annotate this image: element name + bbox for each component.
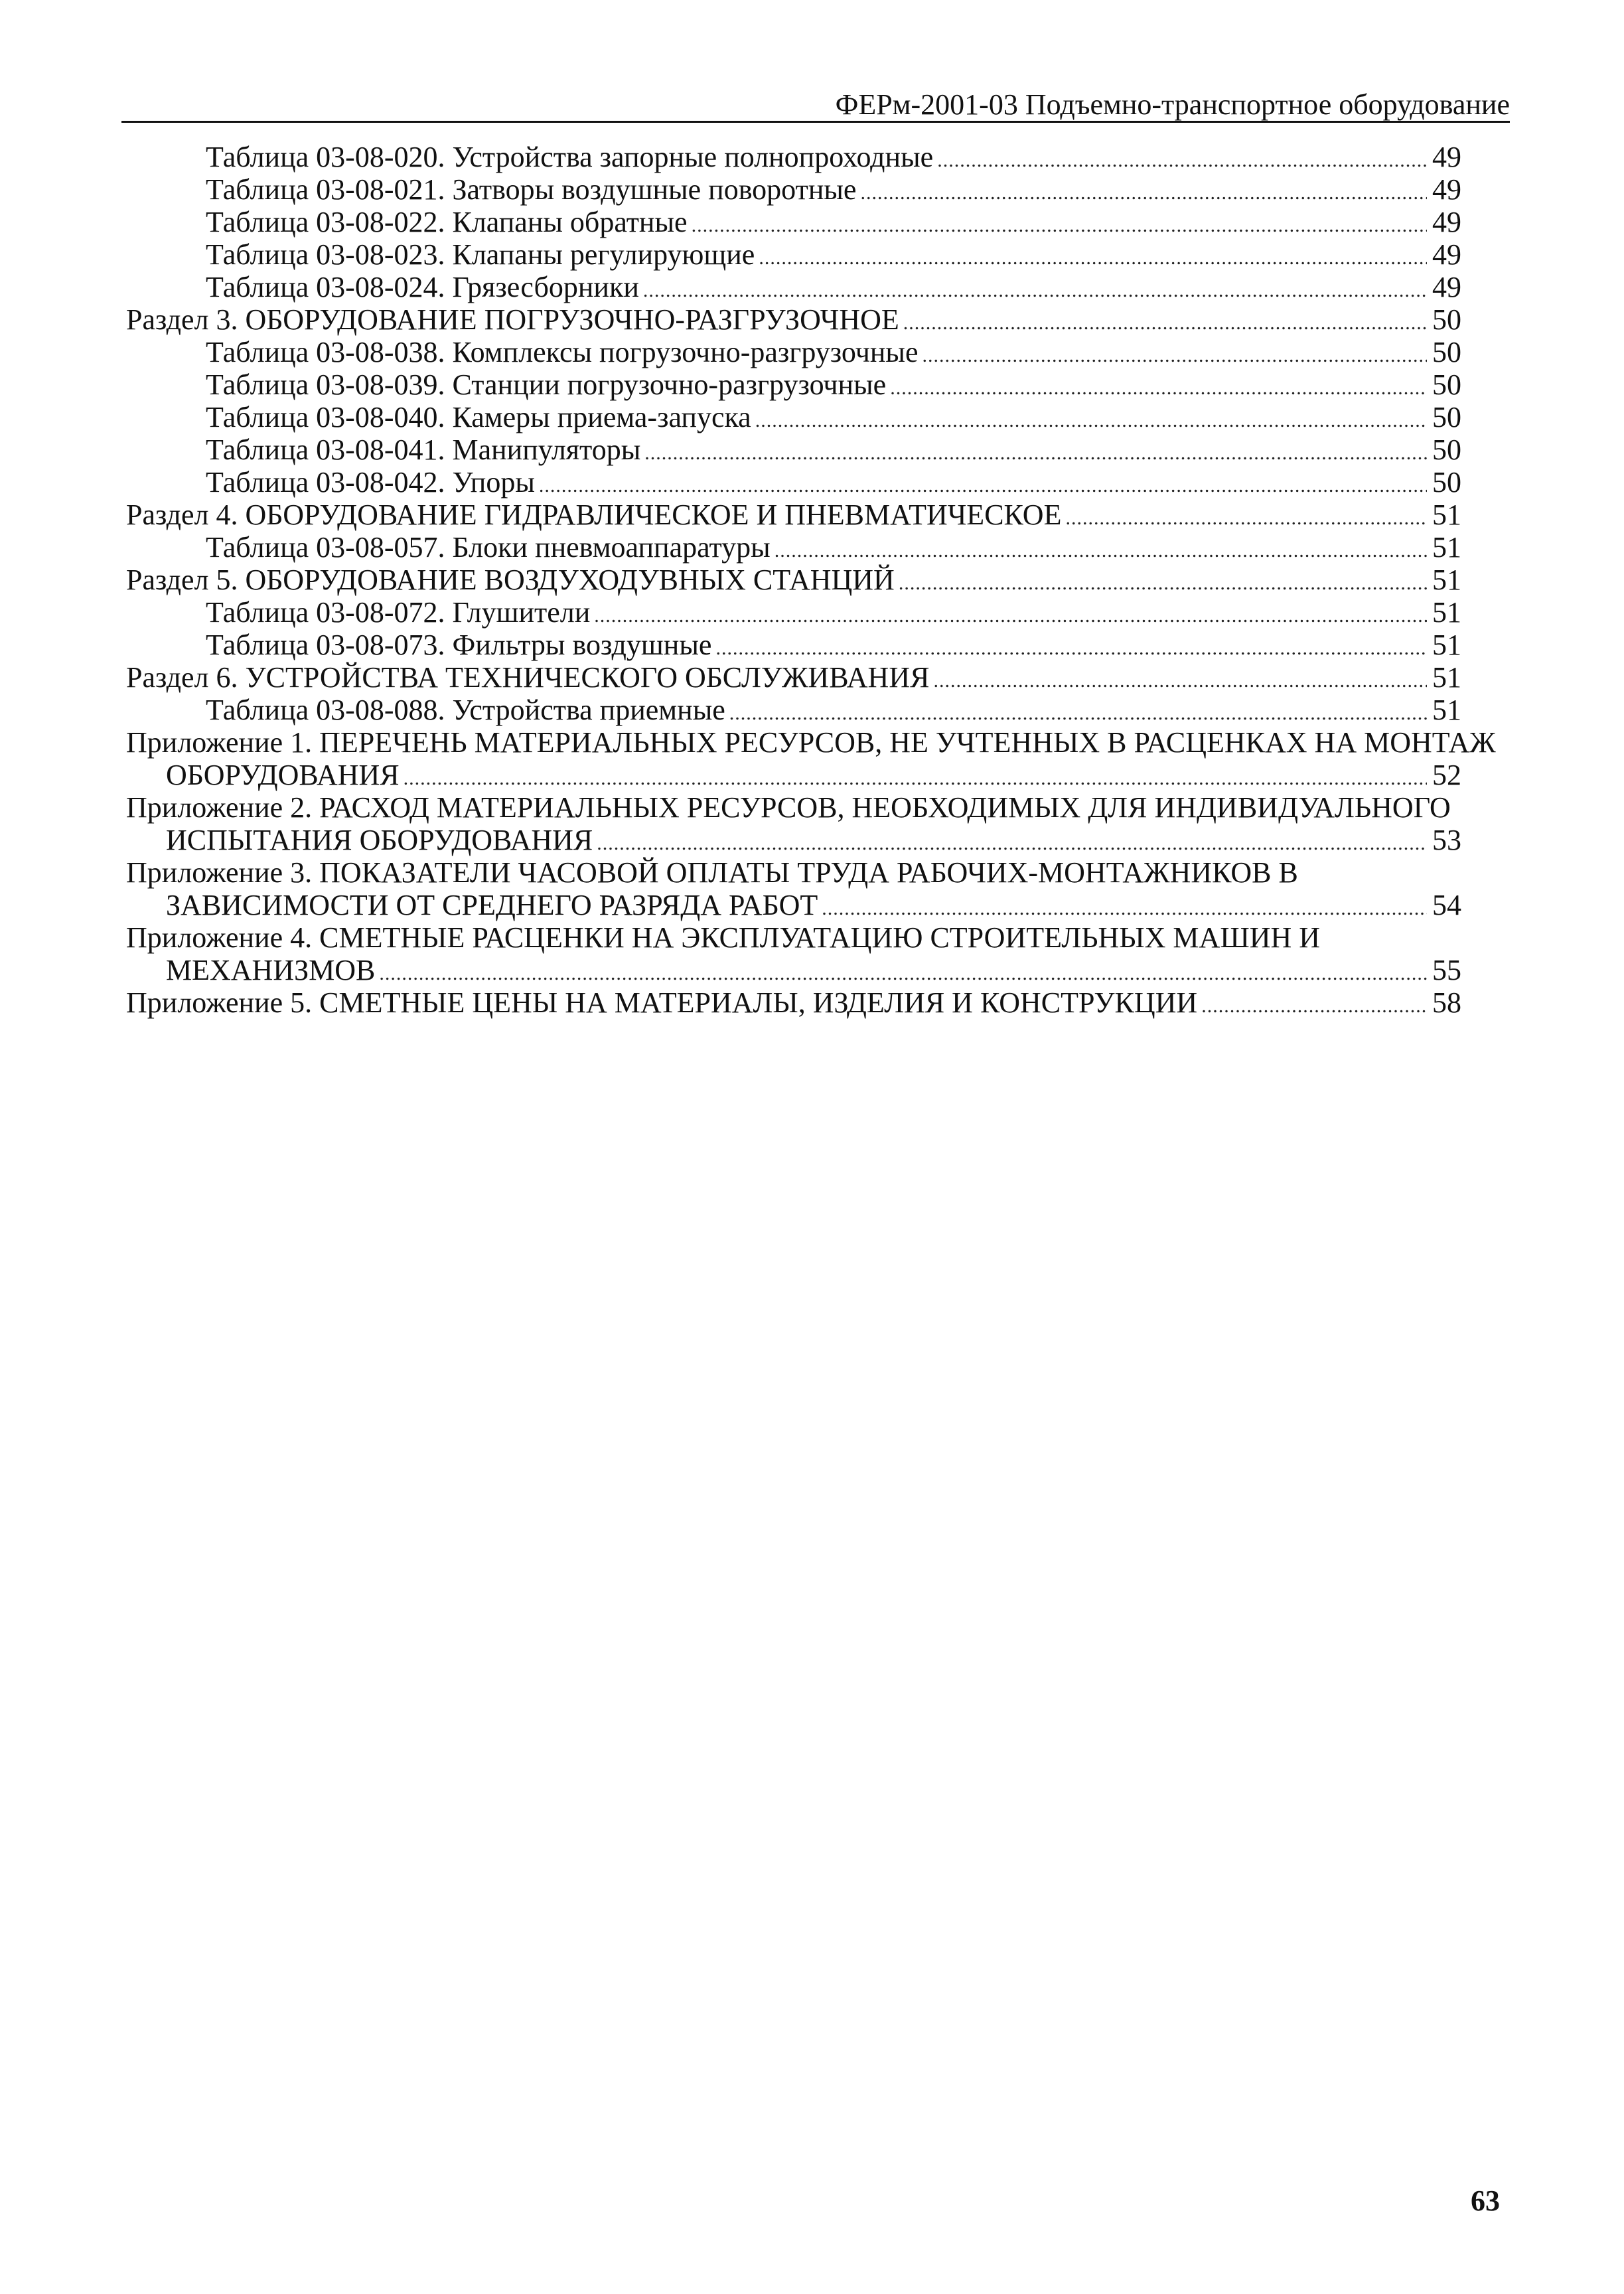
toc-appendix-page: 53 <box>1432 824 1461 856</box>
dot-leader <box>755 404 1427 437</box>
toc-entry-page: 49 <box>1432 206 1461 238</box>
dot-leader <box>903 307 1427 339</box>
toc-section-page: 50 <box>1432 303 1461 336</box>
dot-leader <box>715 632 1427 664</box>
dot-leader <box>644 437 1427 469</box>
toc-entry-page: 50 <box>1432 433 1461 466</box>
dot-leader <box>923 339 1427 372</box>
dot-leader <box>759 242 1427 274</box>
toc-entry-text: Таблица 03-08-072. Глушители <box>206 596 591 629</box>
header-rule <box>121 121 1510 123</box>
dot-leader <box>729 697 1427 729</box>
toc-entry <box>126 238 1461 271</box>
toc-section-text: Раздел 4. ОБОРУДОВАНИЕ ГИДРАВЛИЧЕСКОЕ И ПНЕВМАТИЧЕСКОЕ <box>126 498 1062 531</box>
toc-appendix <box>126 726 1496 791</box>
toc-section-page: 51 <box>1432 564 1461 596</box>
dot-leader <box>822 892 1427 925</box>
toc-appendix-title: Приложение 3. ПОКАЗАТЕЛИ ЧАСОВОЙ ОПЛАТЫ ТРУДА РАБОЧИХ-МОНТАЖНИКОВ В <box>126 856 1298 889</box>
toc-appendix <box>126 791 1461 856</box>
toc-entry <box>126 206 1461 238</box>
toc-appendix-title-cont: ИСПЫТАНИЯ ОБОРУДОВАНИЯ <box>166 824 593 856</box>
toc-entry-text: Таблица 03-08-088. Устройства приемные <box>206 694 725 726</box>
toc-entry-page: 51 <box>1432 694 1461 726</box>
dot-leader <box>597 827 1427 860</box>
dot-leader <box>1065 502 1427 534</box>
toc-appendix-page: 58 <box>1432 986 1461 1019</box>
toc-entry-text: Таблица 03-08-024. Грязесборники <box>206 271 639 303</box>
dot-leader <box>643 274 1427 307</box>
toc-entry-text: Таблица 03-08-038. Комплексы погрузочно-разгрузочные <box>206 336 919 368</box>
toc-entry-text: Таблица 03-08-041. Манипуляторы <box>206 433 641 466</box>
toc-entry-text: Таблица 03-08-042. Упоры <box>206 466 535 498</box>
toc-section-text: Раздел 6. УСТРОЙСТВА ТЕХНИЧЕСКОГО ОБСЛУЖИВАНИЯ <box>126 661 930 694</box>
toc-entry-text: Таблица 03-08-022. Клапаны обратные <box>206 206 688 238</box>
toc-appendix <box>126 856 1461 921</box>
table-of-contents <box>126 141 1496 1019</box>
toc-appendix-page: 52 <box>1432 759 1461 791</box>
toc-section-text: Раздел 5. ОБОРУДОВАНИЕ ВОЗДУХОДУВНЫХ СТАНЦИЙ <box>126 564 895 596</box>
toc-entry <box>126 433 1461 466</box>
toc-entry-page: 50 <box>1432 401 1461 433</box>
toc-section <box>126 661 1461 694</box>
toc-section-text: Раздел 3. ОБОРУДОВАНИЕ ПОГРУЗОЧНО-РАЗГРУЗОЧНОЕ <box>126 303 899 336</box>
toc-section <box>126 303 1461 336</box>
toc-entry-text: Таблица 03-08-057. Блоки пневмоаппаратуры <box>206 531 771 564</box>
dot-leader <box>404 762 1427 795</box>
toc-section <box>126 498 1461 531</box>
toc-appendix <box>126 986 1461 1019</box>
toc-appendix-title: Приложение 5. СМЕТНЫЕ ЦЕНЫ НА МАТЕРИАЛЫ, ИЗДЕЛИЯ И КОНСТРУКЦИИ <box>126 986 1198 1019</box>
toc-entry <box>126 531 1461 564</box>
toc-entry <box>126 336 1461 368</box>
toc-entry-page: 49 <box>1432 271 1461 303</box>
toc-entry <box>126 694 1461 726</box>
toc-entry <box>126 401 1461 433</box>
toc-entry <box>126 173 1461 206</box>
toc-entry-page: 49 <box>1432 173 1461 206</box>
toc-entry <box>126 141 1461 173</box>
toc-appendix-title: Приложение 1. ПЕРЕЧЕНЬ МАТЕРИАЛЬНЫХ РЕСУРСОВ, НЕ УЧТЕННЫХ В РАСЦЕНКАХ НА МОНТАЖ <box>126 726 1496 759</box>
toc-entry-page: 49 <box>1432 238 1461 271</box>
dot-leader <box>860 177 1427 209</box>
dot-leader <box>1201 990 1427 1022</box>
dot-leader <box>539 469 1427 502</box>
dot-leader <box>933 664 1427 697</box>
toc-entry <box>126 271 1461 303</box>
toc-entry <box>126 596 1461 629</box>
toc-entry-text: Таблица 03-08-021. Затворы воздушные поворотные <box>206 173 857 206</box>
toc-entry-page: 51 <box>1432 596 1461 629</box>
page-number: 63 <box>1471 2184 1500 2217</box>
toc-section-page: 51 <box>1432 661 1461 694</box>
toc-entry-page: 51 <box>1432 629 1461 661</box>
toc-entry-text: Таблица 03-08-040. Камеры приема-запуска <box>206 401 751 433</box>
toc-entry-page: 50 <box>1432 466 1461 498</box>
toc-appendix <box>126 921 1461 986</box>
dot-leader <box>899 567 1427 599</box>
toc-entry <box>126 368 1461 401</box>
toc-appendix-title: Приложение 2. РАСХОД МАТЕРИАЛЬНЫХ РЕСУРСОВ, НЕОБХОДИМЫХ ДЛЯ ИНДИВИДУАЛЬНОГО <box>126 791 1451 824</box>
running-header: ФЕРм-2001-03 Подъемно-транспортное оборудование <box>835 88 1510 121</box>
toc-entry-page: 51 <box>1432 531 1461 564</box>
toc-entry-text: Таблица 03-08-020. Устройства запорные полнопроходные <box>206 141 934 173</box>
toc-entry-text: Таблица 03-08-073. Фильтры воздушные <box>206 629 712 661</box>
dot-leader <box>890 372 1427 404</box>
toc-appendix-page: 55 <box>1432 954 1461 986</box>
dot-leader <box>692 209 1427 242</box>
toc-appendix-title-cont: МЕХАНИЗМОВ <box>166 954 376 986</box>
toc-appendix-title-cont: ОБОРУДОВАНИЯ <box>166 759 400 791</box>
toc-entry-text: Таблица 03-08-023. Клапаны регулирующие <box>206 238 755 271</box>
toc-entry-page: 50 <box>1432 368 1461 401</box>
dot-leader <box>594 599 1427 632</box>
toc-entry <box>126 629 1461 661</box>
toc-appendix-page: 54 <box>1432 889 1461 921</box>
toc-entry-page: 49 <box>1432 141 1461 173</box>
dot-leader <box>775 534 1427 567</box>
toc-entry-page: 50 <box>1432 336 1461 368</box>
toc-section <box>126 564 1461 596</box>
toc-entry-text: Таблица 03-08-039. Станции погрузочно-разгрузочные <box>206 368 887 401</box>
dot-leader <box>937 144 1427 177</box>
toc-appendix-title-cont: ЗАВИСИМОСТИ ОТ СРЕДНЕГО РАЗРЯДА РАБОТ <box>166 889 818 921</box>
toc-section-page: 51 <box>1432 498 1461 531</box>
toc-appendix-title: Приложение 4. СМЕТНЫЕ РАСЦЕНКИ НА ЭКСПЛУАТАЦИЮ СТРОИТЕЛЬНЫХ МАШИН И <box>126 921 1321 954</box>
toc-entry <box>126 466 1461 498</box>
dot-leader <box>379 957 1427 990</box>
